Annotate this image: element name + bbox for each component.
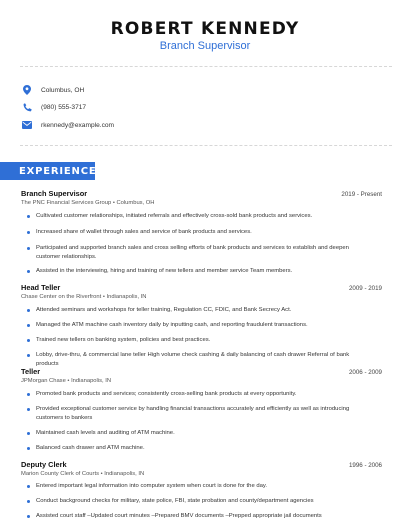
list-item: Promoted bank products and services; consistently cross-selling bank products at every opportunity. [28,390,373,399]
map-pin-icon [22,85,32,95]
bullet-dot [27,408,30,411]
bullet-dot [27,354,30,357]
bullet-dot [27,215,30,218]
contact-location [22,83,84,97]
envelope-icon [22,120,32,130]
bullet-dot [27,500,30,503]
list-item: Provided exceptional customer service by handling financial transactions accurately and efficiently as well as introducing customers to bankers [28,405,373,424]
list-item: Lobby, drive-thru, & commercial lane teller High volume check cashing & daily balancing of cash drawer Referral of bank products [28,351,373,370]
job-location: Indianapolis, IN [71,378,112,384]
bullet-dot [27,447,30,450]
job-title: Branch Supervisor [21,189,88,198]
section-experience: EXPERIENCE [0,162,95,180]
job-company: JPMorgan Chase [21,378,66,384]
list-item: Conduct background checks for military, state police, FBI, state probation and county/department agencies [28,497,373,506]
contact-email-text[interactable]: rkennedy@example.com [41,121,115,129]
list-item: Increased share of wallet through sales and service of bank products and services. [28,228,373,237]
job-title: Deputy Clerk [21,460,67,469]
list-item: Maintained cash levels and auditing of ATM machine. [28,429,373,438]
list-item: Entered important legal information into computer system when court is done for the day. [28,482,373,491]
list-item: Attended seminars and workshops for teller training, Regulation CC, FDIC, and Bank Secrecy Act. [28,306,373,315]
job-location: Columbus, OH [116,200,155,206]
job-organization: JPMorgan Chase • Indianapolis, IN [21,378,112,384]
list-item: Participated and supported branch sales and cross selling efforts of bank products and services to establish and deepen customer relationships. [28,244,373,263]
list-item: Assisted in the interviewing, hiring and training of new tellers and member service Team members. [28,267,373,276]
list-item: Assisted court staff –Updated court minutes –Prepared BMV documents –Prepped appropriate jail documents [28,512,373,521]
job-location: Indianapolis, IN [104,471,145,477]
bullet-dot [27,324,30,327]
contact-divider [20,145,392,146]
bullet-dot [27,393,30,396]
phone-icon [22,102,32,112]
bullet-dot [27,270,30,273]
candidate-name: ROBERT KENNEDY [110,19,300,39]
contact-phone [22,100,86,114]
job-dates: 2009 - 2019 [348,285,382,292]
job-dates: 2006 - 2009 [348,369,382,376]
contact-email [22,118,114,132]
bullet-dot [27,309,30,312]
job-dates: 2019 - Present [341,191,382,198]
contact-phone-text[interactable]: (980) 555-3717 [41,103,87,111]
job-title: Head Teller [21,283,61,292]
contact-location-text: Columbus, OH [41,86,85,94]
list-item: Cultivated customer relationships, initiated referrals and effectively cross-sold bank products and services. [28,212,373,221]
job-company: The PNC Financial Services Group [21,200,112,206]
job-company: Marion County Clerk of Courts [21,471,99,477]
job-dates: 1996 - 2006 [348,462,382,469]
bullet-dot [27,485,30,488]
candidate-title: Branch Supervisor [159,40,251,52]
list-item: Balanced cash drawer and ATM machine. [28,444,373,453]
bullet-dot [27,515,30,518]
job-company: Chase Center on the Riverfront [21,294,102,300]
job-location: Indianapolis, IN [106,294,147,300]
bullet-dot [27,247,30,250]
list-item: Trained new tellers on banking system, policies and best practices. [28,336,373,345]
job-organization: Chase Center on the Riverfront • Indianapolis, IN [21,294,147,300]
bullet-dot [27,231,30,234]
job-title: Teller [21,367,41,376]
bullet-dot [27,432,30,435]
header-divider [20,66,392,67]
bullet-dot [27,339,30,342]
list-item: Managed the ATM machine cash inventory daily by inputting cash, and reporting fraudulent transactions. [28,321,373,330]
job-organization: Marion County Clerk of Courts • Indianapolis, IN [21,471,145,477]
job-organization: The PNC Financial Services Group • Columbus, OH [21,200,155,206]
